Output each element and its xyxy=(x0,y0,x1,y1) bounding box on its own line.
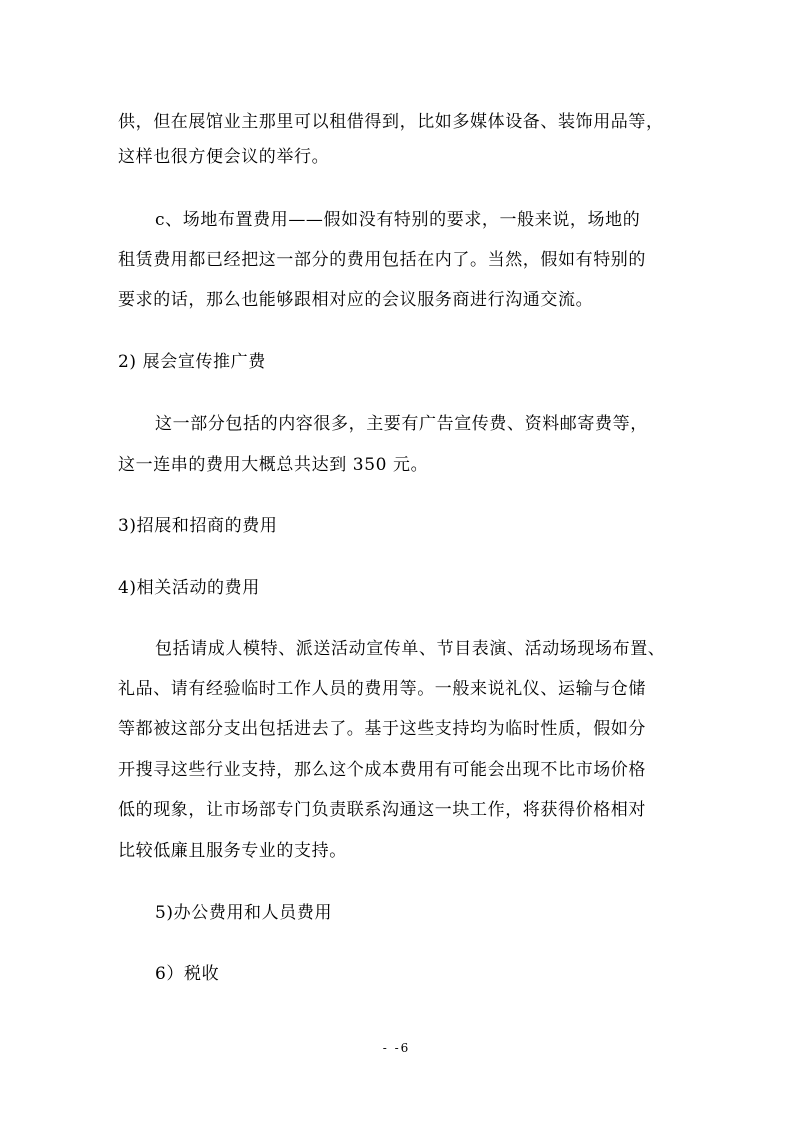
text-line: 等都被这部分支出包括进去了。基于这些支持均为临时性质，假如分 xyxy=(118,719,646,739)
text-line: 低的现象，让市场部专门负责联系沟通这一块工作，将获得价格相对 xyxy=(118,800,646,820)
section-heading: 6）税收 xyxy=(155,964,220,984)
text-line: 礼品、请有经验临时工作人员的费用等。一般来说礼仪、运输与仓储 xyxy=(118,679,646,699)
text-line: c、场地布置费用——假如没有特别的要求，一般来说，场地的 xyxy=(155,210,641,230)
text-line: 要求的话，那么也能够跟相对应的会议服务商进行沟通交流。 xyxy=(118,290,594,310)
text-line: 比较低廉且服务专业的支持。 xyxy=(118,841,347,861)
text-line: 这一部分包括的内容很多，主要有广告宣传费、资料邮寄费等， xyxy=(155,414,648,434)
section-heading: 2) 展会宣传推广费 xyxy=(118,352,266,372)
page-number: - -6 xyxy=(382,1041,411,1055)
text-line: 供，但在展馆业主那里可以租借得到，比如多媒体设备、装饰用品等， xyxy=(118,112,664,132)
section-heading: 4)相关活动的费用 xyxy=(118,578,260,598)
section-heading: 3)招展和招商的费用 xyxy=(118,516,278,536)
text-line: 租赁费用都已经把这一部分的费用包括在内了。当然，假如有特别的 xyxy=(118,250,646,270)
text-line: 包括请成人模特、派送活动宣传单、节目表演、活动场现场布置、 xyxy=(155,639,666,659)
text-line: 这样也很方便会议的举行。 xyxy=(118,147,330,167)
text-line: 开搜寻这些行业支持，那么这个成本费用有可能会出现不比市场价格 xyxy=(118,760,646,780)
section-heading: 5)办公费用和人员费用 xyxy=(155,903,333,923)
text-line: 这一连串的费用大概总共达到 350 元。 xyxy=(118,455,429,475)
